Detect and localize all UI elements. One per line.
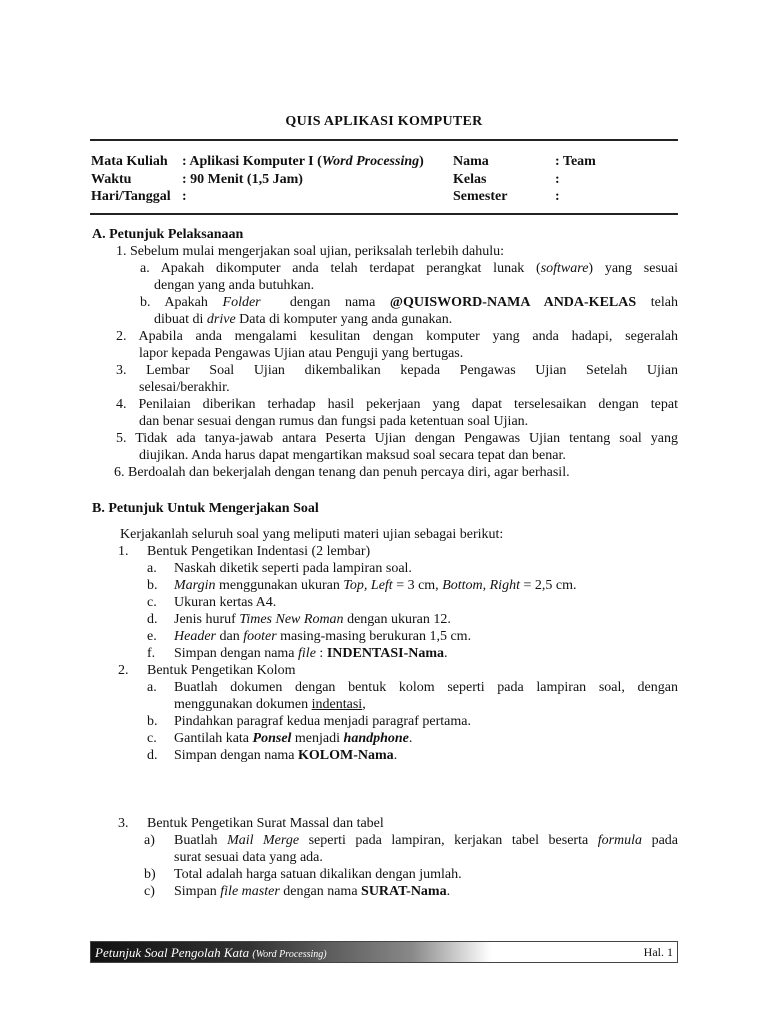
list-item: d. Jenis huruf Times New Roman dengan ukuran 12. xyxy=(147,612,451,627)
header-bottom-rule xyxy=(90,213,678,215)
list-item: 1. Bentuk Pengetikan Indentasi (2 lembar) xyxy=(118,544,371,559)
list-item: b. Apakah Folder dengan nama @QUISWORD-NAMA ANDA-KELAS telah xyxy=(140,295,678,310)
list-item: menggunakan dokumen indentasi, xyxy=(174,697,366,712)
list-item: a. Buatlah dokumen dengan bentuk kolom seperti pada lampiran soal, dengan xyxy=(147,680,678,695)
list-item: f. Simpan dengan nama file : INDENTASI-Nama. xyxy=(147,646,448,661)
section-b-body xyxy=(92,526,678,764)
section-a xyxy=(92,226,678,481)
list-item: selesai/berakhir. xyxy=(139,380,230,395)
list-item: 6. Berdoalah dan bekerjalah dengan tenang dan penuh percaya diri, agar berhasil. xyxy=(114,465,570,480)
mata-kuliah-value: : Aplikasi Komputer I (Word Processing) xyxy=(182,154,424,169)
nama-label: Nama xyxy=(453,154,489,169)
list-item: a) Buatlah Mail Merge seperti pada lampiran, kerjakan tabel beserta formula pada xyxy=(144,833,678,848)
footer-title: Petunjuk Soal Pengolah Kata (Word Processing) xyxy=(95,945,327,960)
hari-tanggal-label: Hari/Tanggal xyxy=(91,189,171,204)
list-item: dan benar sesuai dengan rumus dan fungsi pada ketentuan soal Ujian. xyxy=(139,414,529,429)
section-b xyxy=(92,500,678,517)
semester-value: : xyxy=(555,189,560,204)
list-item: dibuat di drive Data di komputer yang anda gunakan. xyxy=(154,312,453,327)
list-item: b) Total adalah harga satuan dikalikan dengan jumlah. xyxy=(144,867,462,882)
hari-tanggal-value: : xyxy=(182,189,187,204)
semester-label: Semester xyxy=(453,189,508,204)
list-item: 4. Penilaian diberikan terhadap hasil pekerjaan yang dapat terselesaikan dengan tepat xyxy=(116,397,678,412)
kelas-label: Kelas xyxy=(453,172,487,187)
waktu-value: : 90 Menit (1,5 Jam) xyxy=(182,172,303,187)
list-item: 5. Tidak ada tanya-jawab antara Peserta Ujian dengan Pengawas Ujian tentang soal yang xyxy=(116,431,678,446)
page-footer xyxy=(90,941,678,963)
kelas-value: : xyxy=(555,172,560,187)
header-top-rule xyxy=(90,139,678,141)
list-item: lapor kepada Pengawas Ujian atau Penguji yang bertugas. xyxy=(139,346,464,361)
list-item: c. Ukuran kertas A4. xyxy=(147,595,277,610)
nama-value: : Team xyxy=(555,154,596,169)
list-item: a. Apakah dikomputer anda telah terdapat perangkat lunak (software) yang sesuai xyxy=(140,261,679,276)
list-item: dengan yang anda butuhkan. xyxy=(154,278,315,293)
mata-kuliah-label: Mata Kuliah xyxy=(91,154,168,169)
waktu-label: Waktu xyxy=(91,172,132,187)
list-item: 3. Lembar Soal Ujian dikembalikan kepada Pengawas Ujian Setelah Ujian xyxy=(116,363,678,378)
list-item: b. Margin menggunakan ukuran Top, Left = 3 cm, Bottom, Right = 2,5 cm. xyxy=(147,578,577,593)
list-item: a. Naskah diketik seperti pada lampiran soal. xyxy=(147,561,412,576)
list-item: e. Header dan footer masing-masing berukuran 1,5 cm. xyxy=(147,629,472,644)
list-item: 2. Apabila anda mengalami kesulitan dengan komputer yang anda hadapi, segeralah xyxy=(116,329,678,344)
section-b-intro: Kerjakanlah seluruh soal yang meliputi materi ujian sebagai berikut: xyxy=(120,527,504,542)
section-b-heading: B. Petunjuk Untuk Mengerjakan Soal xyxy=(92,501,319,516)
list-item: c) Simpan file master dengan nama SURAT-Nama. xyxy=(144,884,451,899)
section-b-part-3 xyxy=(92,815,678,900)
document-title: QUIS APLIKASI KOMPUTER xyxy=(285,114,483,129)
list-item: 2. Bentuk Pengetikan Kolom xyxy=(118,663,296,678)
list-item: 3. Bentuk Pengetikan Surat Massal dan tabel xyxy=(118,816,384,831)
list-item: surat sesuai data yang ada. xyxy=(174,850,323,865)
list-item: b. Pindahkan paragraf kedua menjadi paragraf pertama. xyxy=(147,714,471,729)
list-item: 1. Sebelum mulai mengerjakan soal ujian, periksalah terlebih dahulu: xyxy=(116,244,505,259)
list-item: c. Gantilah kata Ponsel menjadi handphone. xyxy=(147,731,413,746)
list-item: d. Simpan dengan nama KOLOM-Nama. xyxy=(147,748,398,763)
list-item: diujikan. Anda harus dapat mengartikan maksud soal secara tepat dan benar. xyxy=(139,448,566,463)
page-number: Hal. 1 xyxy=(643,945,673,959)
section-a-heading: A. Petunjuk Pelaksanaan xyxy=(92,227,244,242)
